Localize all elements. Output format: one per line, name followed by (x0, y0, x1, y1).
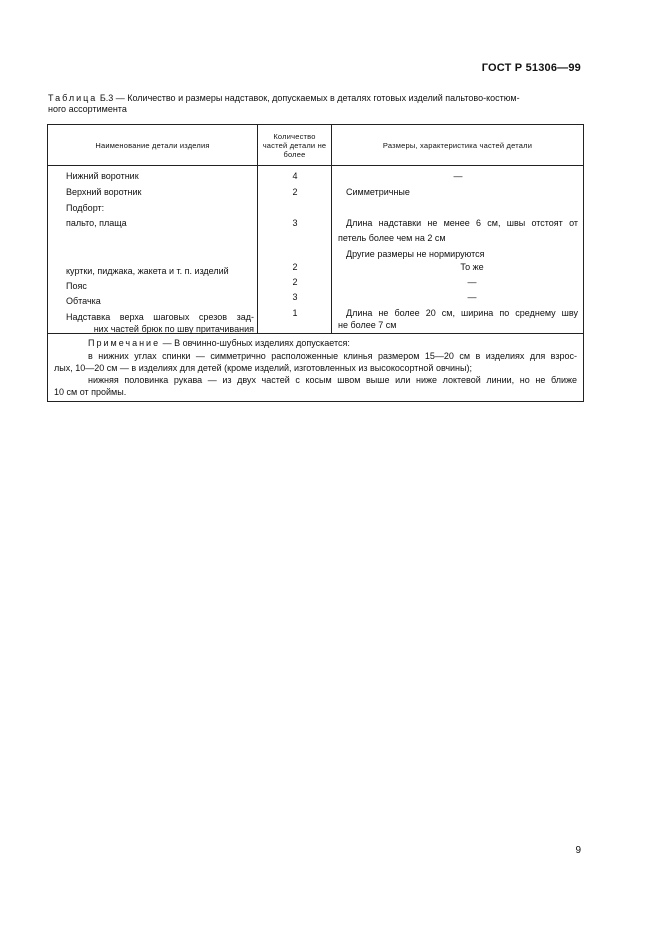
row-count-belt: 2 (292, 277, 298, 287)
row-name-jacket: куртки, пиджака, жакета и т. п. изделий (66, 266, 229, 276)
header-description: Размеры, характеристика частей детали (332, 125, 584, 166)
row-desc-coat-line2: петель более чем на 2 см (338, 233, 446, 243)
row-desc-coat-line3: Другие размеры не нормируются (346, 249, 485, 259)
note-item1-line1: в нижних углах спинки — симметрично расположенные клинья размером 15—20 см в изделиях для взрос- (88, 351, 577, 361)
row-count-lower-collar: 4 (292, 171, 298, 181)
row-name-facing: Подборт: (66, 203, 105, 213)
table-note (48, 334, 584, 402)
page-number: 9 (575, 845, 581, 856)
row-desc-lower-collar: — (453, 171, 463, 181)
row-name-trouser-insert-line2: них частей брюк по шву притачивания (93, 324, 254, 334)
note-item2-line1: нижняя половинка рукава — из двух частей с косым швом выше или ниже локтевой линии, но не ближе (88, 375, 577, 385)
header-part-name: Наименование детали изделия (48, 125, 258, 166)
header-count: Количество частей детали не более (258, 125, 332, 166)
row-desc-trouser-insert-line1: Длина не более 20 см, ширина по среднему шву (346, 308, 578, 318)
row-desc-belt: — (467, 277, 477, 287)
row-count-upper-collar: 2 (292, 187, 298, 197)
note-item1-line2: лых, 10—20 см — в изделиях для детей (кроме изделий, изготовленных из высокосортной овчины); (54, 363, 472, 373)
row-count-coat: 3 (292, 218, 298, 228)
parts-table (47, 124, 584, 402)
row-count-trouser-insert: 1 (292, 308, 298, 318)
caption-text-line1: — Количество и размеры надставок, допускаемых в деталях готовых изделий пальтово-костюм- (113, 93, 520, 103)
row-count-jacket: 2 (292, 262, 298, 272)
note-label: Примечание (88, 338, 161, 348)
row-desc-upper-collar: Симметричные (346, 187, 410, 197)
table-caption (48, 93, 588, 115)
row-count-binding: 3 (292, 292, 298, 302)
row-desc-binding: — (467, 292, 477, 302)
note-intro-text: — В овчинно-шубных изделиях допускается: (160, 338, 350, 348)
table-note-row (48, 334, 584, 402)
caption-text-line2: ного ассортимента (48, 104, 127, 114)
row-desc-trouser-insert-line2: не более 7 см (338, 320, 397, 330)
note-item2-line2: 10 см от проймы. (54, 387, 127, 397)
row-name-lower-collar: Нижний воротник (66, 171, 139, 181)
row-name-coat: пальто, плаща (66, 218, 127, 228)
table-body-row (48, 166, 584, 334)
part-name-column (48, 166, 258, 334)
standard-number: ГОСТ Р 51306—99 (481, 62, 581, 74)
row-name-belt: Пояс (66, 281, 87, 291)
note-intro (54, 337, 577, 349)
row-desc-coat-line1: Длина надставки не менее 6 см, швы отстоят от (346, 218, 578, 228)
row-name-upper-collar: Верхний воротник (66, 187, 142, 197)
table-header-row (48, 125, 584, 166)
caption-number: Б.3 (99, 93, 114, 103)
count-column (258, 166, 332, 334)
caption-label: Таблица (48, 93, 98, 103)
row-name-trouser-insert-line1: Надставка верха шаговых срезов зад- (66, 312, 254, 322)
row-desc-jacket: То же (460, 262, 484, 272)
description-column (332, 166, 584, 334)
row-name-binding: Обтачка (66, 296, 101, 306)
